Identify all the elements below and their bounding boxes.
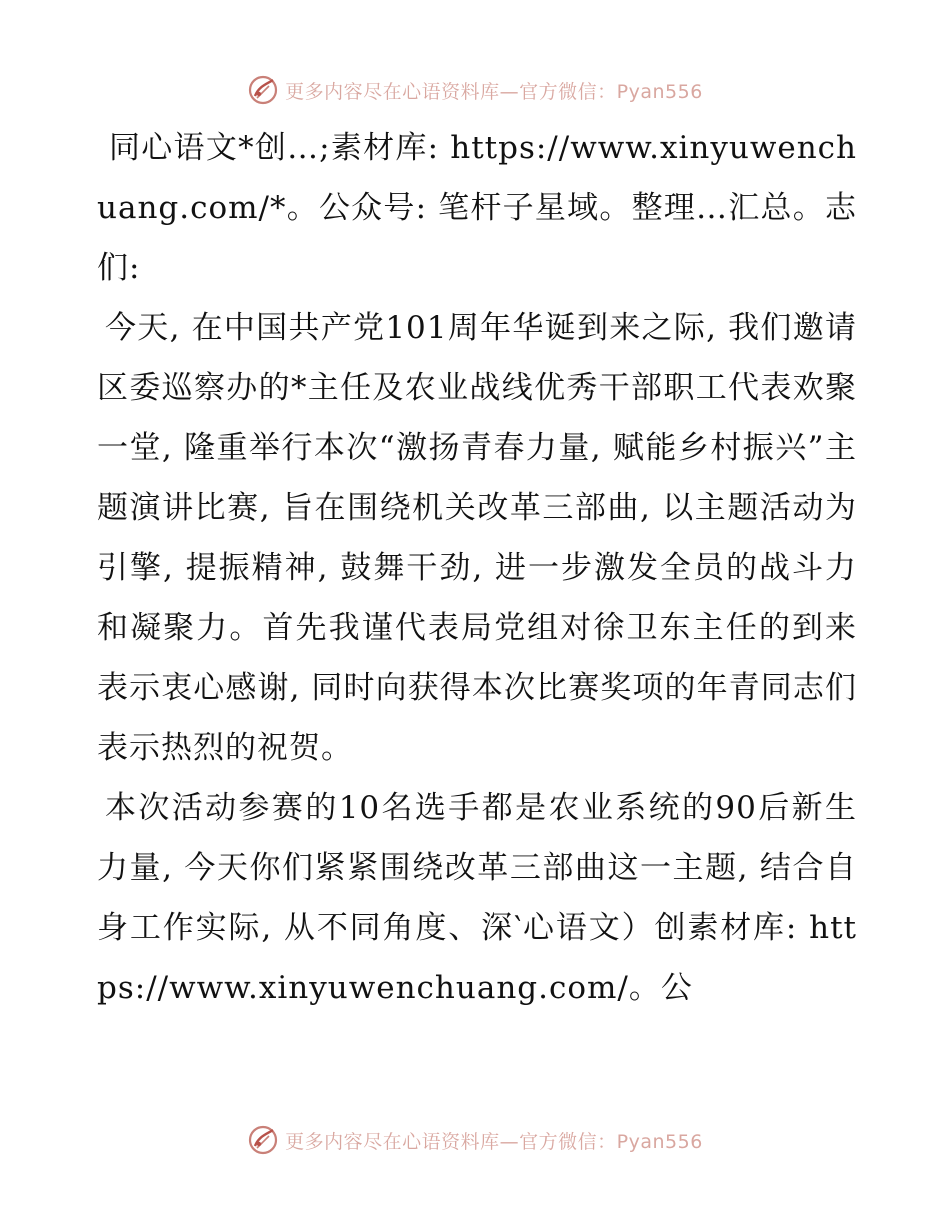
document-body	[97, 118, 857, 1018]
watermark-logo-icon	[247, 1124, 279, 1156]
paragraph-2: 今天, 在中国共产党101周年华诞到来之际, 我们邀请区委巡察办的*主任及农业战线优秀干部职工代表欢聚一堂, 隆重举行本次“激扬青春力量, 赋能乡村振兴”主题演讲比赛, 旨在围绕机关改革三部曲, 以主题活动为引擎, 提振精神, 鼓舞干劲, 进一步激发全员的战斗力和凝聚力。首先我谨代表局党组对徐卫东主任的到来表示衷心感谢, 同时向获得本次比赛奖项的年青同志们表示热烈的祝贺。	[97, 310, 857, 766]
paragraph-3: 本次活动参赛的10名选手都是农业系统的90后新生力量, 今天你们紧紧围绕改革三部曲这一主题, 结合自身工作实际, 从不同角度、深‵心语文）创素材库: https://www.xinyuwenchuang.com/。公	[97, 790, 857, 1006]
watermark-header	[0, 70, 950, 110]
watermark-footer	[0, 1120, 950, 1160]
watermark-logo-icon	[247, 74, 279, 106]
watermark-text: 更多内容尽在心语资料库—官方微信：Pyan556	[285, 1130, 703, 1153]
watermark-text: 更多内容尽在心语资料库—官方微信：Pyan556	[285, 80, 703, 103]
paragraph-1: 同心语文*创…;素材库: https://www.xinyuwenchuang.com/*。公众号: 笔杆子星域。整理…汇总。志们:	[97, 130, 857, 286]
